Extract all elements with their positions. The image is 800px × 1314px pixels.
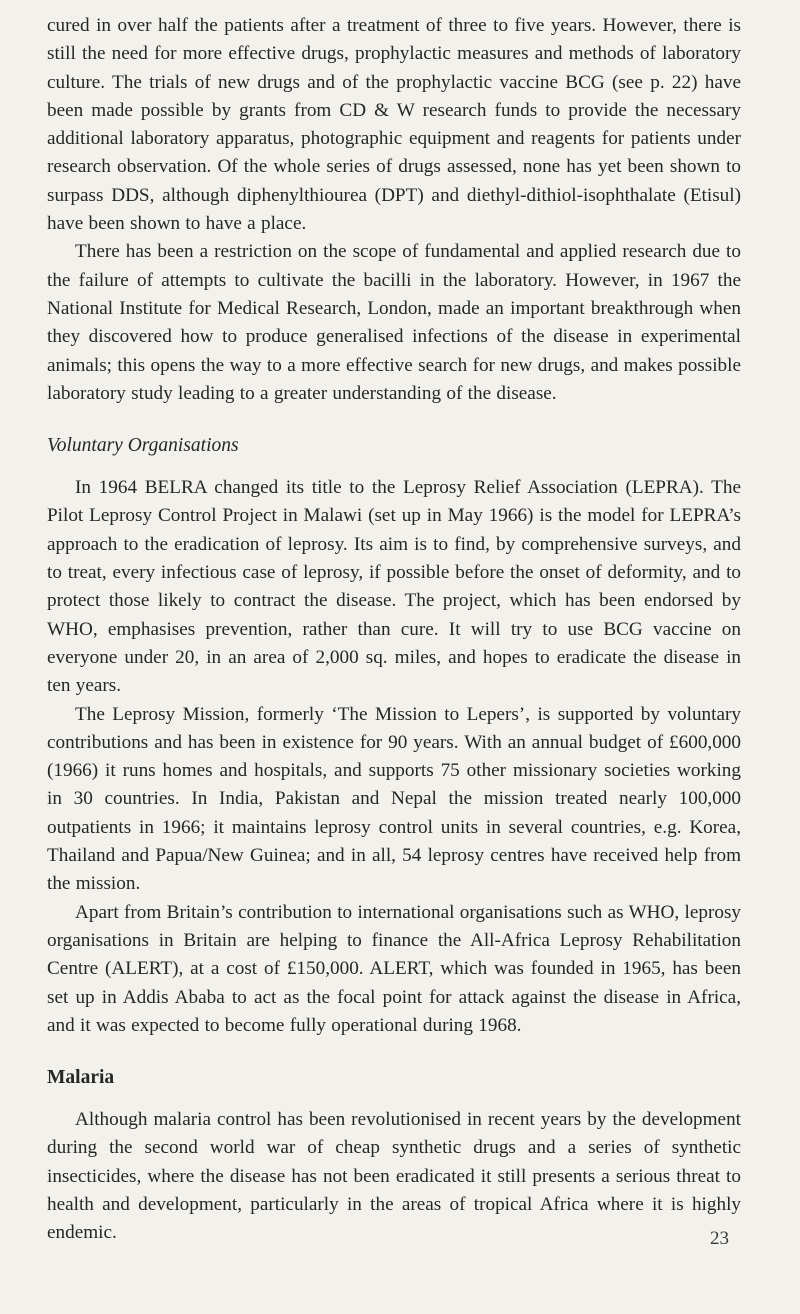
page-number: 23 <box>710 1228 729 1249</box>
page-body <box>47 12 741 1248</box>
paragraph-leprosy-drugs: cured in over half the patients after a treatment of three to five years. However, there is still the need for more effective drugs, prophylactic measures and methods of laboratory culture. The trials of new drugs and of the prophylactic vaccine BCG (see p. 22) have been made possible by grants from CD & W research funds to provide the necessary additional laboratory apparatus, photographic equipment and reagents for patients under research observation. Of the whole series of drugs assessed, none has yet been shown to surpass DDS, although diphenylthiourea (DPT) and diethyl-dithiol-isophthalate (Etisul) have been shown to have a place. <box>47 15 741 235</box>
heading-malaria: Malaria <box>47 1067 115 1089</box>
paragraph-malaria: Although malaria control has been revolutionised in recent years by the development during the second world war of cheap synthetic drugs and a series of synthetic insecticides, where the disease has not been eradicated it still presents a serious threat to health and development, particularly in the areas of tropical Africa where it is highly endemic. <box>47 1109 741 1244</box>
paragraph-leprosy-research: There has been a restriction on the scope of fundamental and applied research due to the failure of attempts to cultivate the bacilli in the laboratory. However, in 1967 the National Institute for Medical Research, London, made an important breakthrough when they discovered how to produce generalised infections of the disease in experimental animals; this opens the way to a more effective search for new drugs, and makes possible laboratory study leading to a greater understanding of the disease. <box>47 241 741 404</box>
heading-voluntary-organisations: Voluntary Organisations <box>47 435 239 457</box>
paragraph-alert: Apart from Britain’s contribution to international organisations such as WHO, leprosy organisations in Britain are helping to finance the All-Africa Leprosy Rehabilitation Centre (ALERT), at a cost of £150,000. ALERT, which was founded in 1965, has been set up in Addis Ababa to act as the focal point for attack against the disease in Africa, and it was expected to become fully operational during 1968. <box>47 901 741 1036</box>
paragraph-lepra: In 1964 BELRA changed its title to the Leprosy Relief Association (LEPRA). The Pilot Leprosy Control Project in Malawi (set up in May 1966) is the model for LEPRA’s approach to the eradication of leprosy. Its aim is to find, by comprehensive surveys, and to treat, every infectious case of leprosy, if possible before the onset of deformity, and to protect those likely to contract the disease. The project, which has been endorsed by WHO, emphasises prevention, rather than cure. It will try to use BCG vaccine on everyone under 20, in an area of 2,000 sq. miles, and hopes to eradicate the disease in ten years. <box>47 477 741 697</box>
paragraph-leprosy-mission: The Leprosy Mission, formerly ‘The Mission to Lepers’, is supported by voluntary contributions and has been in existence for 90 years. With an annual budget of £600,000 (1966) it runs homes and hospitals, and supports 75 other missionary societies working in 30 countries. In India, Pakistan and Nepal the mission treated nearly 100,000 outpatients in 1966; it maintains leprosy control units in several countries, e.g. Korea, Thailand and Papua/New Guinea; and in all, 54 leprosy centres have received help from the mission. <box>47 703 741 895</box>
